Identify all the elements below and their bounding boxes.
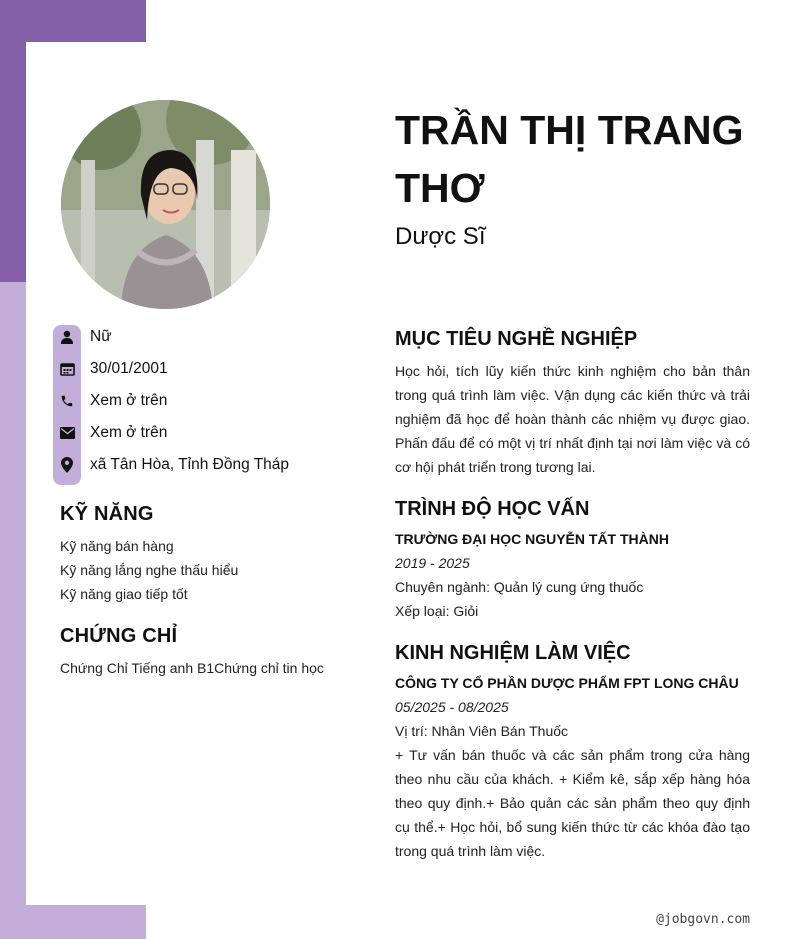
- education-major: Chuyên ngành: Quản lý cung ứng thuốc: [395, 579, 644, 595]
- company-name: CÔNG TY CỔ PHẦN DƯỢC PHẨM FPT LONG CHÂU: [395, 675, 739, 691]
- section-title: MỤC TIÊU NGHỀ NGHIỆP: [395, 328, 638, 350]
- profile-photo: [61, 100, 270, 309]
- candidate-name: TRẦN THỊ TRANG THƠ: [395, 107, 744, 211]
- decor-left-bar-light: [0, 282, 26, 939]
- phone-icon: [53, 394, 81, 408]
- skills-section: [60, 503, 238, 606]
- certificates-section: [60, 625, 324, 680]
- contact-text: Nữ: [90, 328, 112, 345]
- list-item: Kỹ năng lắng nghe thấu hiểu: [60, 562, 239, 578]
- list-item: Chứng Chỉ Tiếng anh B1Chứng chỉ tin học: [60, 660, 324, 676]
- list-item: Kỹ năng bán hàng: [60, 538, 174, 554]
- experience-section: [395, 642, 750, 863]
- candidate-role: Dược Sĩ: [395, 223, 486, 250]
- contact-text: Xem ở trên: [90, 392, 168, 409]
- contact-text: xã Tân Hòa, Tỉnh Đồng Tháp: [90, 456, 290, 473]
- location-icon: [53, 457, 81, 473]
- decor-bottom-bar: [0, 905, 146, 939]
- contact-text: Xem ở trên: [90, 424, 168, 441]
- education-grade: Xếp loại: Giỏi: [395, 603, 479, 619]
- contact-text: 30/01/2001: [90, 360, 168, 377]
- experience-position: Vị trí: Nhân Viên Bán Thuốc: [395, 723, 569, 739]
- mail-icon: [53, 427, 81, 439]
- objective-text: Học hỏi, tích lũy kiến thức kinh nghiệm cho bản thân trong quá trình làm việc. Vận dụng các kiến thức và trải nghiệm đã học để hoàn thành các nhiệm vụ được giao. Phấn đấu để có một vị trí nhất định tại nơi làm việc và có cơ hội phát triển trong tương lai.: [395, 363, 750, 475]
- calendar-icon: [53, 362, 81, 376]
- watermark: @jobgovn.com: [656, 912, 750, 927]
- section-title: CHỨNG CHỈ: [60, 625, 178, 647]
- person-icon: [53, 330, 81, 344]
- experience-period: 05/2025 - 08/2025: [395, 699, 509, 715]
- contact-gender: [53, 321, 373, 353]
- section-title: TRÌNH ĐỘ HỌC VẤN: [395, 498, 590, 520]
- contact-birthday: [53, 353, 373, 385]
- list-item: Kỹ năng giao tiếp tốt: [60, 586, 188, 602]
- school-name: TRƯỜNG ĐẠI HỌC NGUYỄN TẤT THÀNH: [395, 531, 669, 547]
- contact-email: [53, 417, 373, 449]
- experience-description: + Tư vấn bán thuốc và các sản phẩm trong cửa hàng theo nhu cầu của khách. + Kiểm kê, sắp xếp hàng hóa theo quy định.+ Bảo quản các sản phẩm theo quy định cụ thể.+ Học hỏi, bổ sung kiến thức từ các khóa đào tạo trong quá trình làm việc.: [395, 747, 750, 859]
- education-section: [395, 498, 750, 623]
- section-title: KỸ NĂNG: [60, 503, 154, 525]
- contact-address: [53, 449, 373, 481]
- header-block: [395, 101, 750, 251]
- decor-left-bar-dark: [0, 0, 26, 282]
- section-title: KINH NGHIỆM LÀM VIỆC: [395, 642, 631, 664]
- education-period: 2019 - 2025: [395, 555, 470, 571]
- contact-phone: [53, 385, 373, 417]
- objective-section: [395, 328, 750, 479]
